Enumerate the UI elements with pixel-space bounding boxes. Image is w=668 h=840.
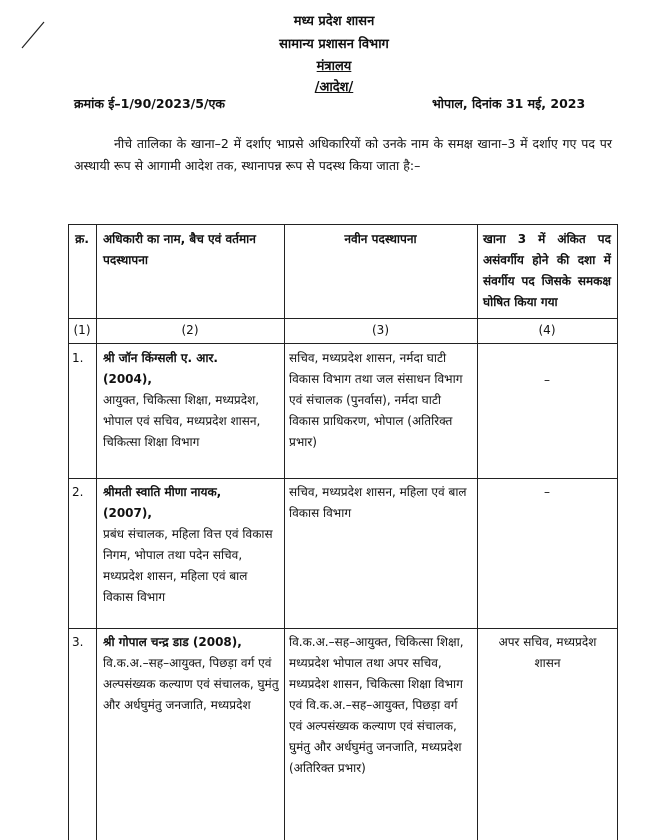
officer-name: श्री गोपाल चन्द्र डाड (2008), <box>103 635 242 649</box>
row-sr: 2. <box>72 485 84 499</box>
header-new-post: नवीन पदस्थापना <box>344 232 417 246</box>
new-posting: सचिव, मध्यप्रदेश शासन, महिला एवं बाल विकास विभाग <box>289 485 467 520</box>
govt-name: मध्य प्रदेश शासन <box>293 14 375 29</box>
equivalent-post: – <box>544 485 550 499</box>
col-number-3: (3) <box>372 323 389 337</box>
officer-batch: (2007), <box>103 506 152 520</box>
officer-cell <box>103 482 279 608</box>
office-name: मंत्रालय <box>316 59 352 74</box>
new-posting: वि.क.अ.–सह–आयुक्त, चिकित्सा शिक्षा, मध्यप्रदेश भोपाल तथा अपर सचिव, मध्यप्रदेश शासन, चिकित्सा शिक्षा विभाग एवं वि.क.अ.–सह–आयुक्त, पिछड़ा वर्ग एवं अल्पसंख्यक कल्याण एवं संचालक, घुमंतु और अर्धघुमंतु जनजाति, मध्यप्रदेश (अतिरिक्त प्रभार) <box>289 635 464 775</box>
current-posting: प्रबंध संचालक, महिला वित्त एवं विकास निगम, भोपाल तथा पदेन सचिव, मध्यप्रदेश शासन, महिला एवं बाल विकास विभाग <box>103 527 273 604</box>
header-sr: क्र. <box>75 232 89 246</box>
current-posting: आयुक्त, चिकित्सा शिक्षा, मध्यप्रदेश, भोपाल एवं सचिव, मध्यप्रदेश शासन, चिकित्सा शिक्षा विभाग <box>103 393 261 449</box>
place-date: भोपाल, दिनांक 31 मई, 2023 <box>432 96 586 111</box>
officer-cell <box>103 632 279 716</box>
equivalent-post: अपर सचिव, मध्यप्रदेश शासन <box>498 635 597 670</box>
officer-name: श्रीमती स्वाति मीणा नायक, <box>103 485 222 499</box>
row-sr: 1. <box>72 351 84 365</box>
header-officer: अधिकारी का नाम, बैच एवं वर्तमान पदस्थापना <box>103 232 256 267</box>
officer-batch: (2004), <box>103 372 152 386</box>
officer-cell <box>103 348 279 453</box>
current-posting: वि.क.अ.–सह–आयुक्त, पिछड़ा वर्ग एवं अल्पसंख्यक कल्याण एवं संचालक, घुमंतु और अर्धघुमंतु जनजाति, मध्यप्रदेश <box>103 656 279 712</box>
order-title: /आदेश/ <box>314 80 354 95</box>
intro-paragraph: नीचे तालिका के खाना–2 में दर्शाए भाप्रसे अधिकारियों को उनके नाम के समक्ष खाना–3 में दर्शाए गए पद पर अस्थायी रूप से आगामी आदेश तक, स्थानापन्न रूप से पदस्थ किया जाता है:– <box>74 136 612 173</box>
order-number: क्रमांक ई–1/90/2023/5/एक <box>74 96 226 111</box>
col-number-4: (4) <box>538 323 556 337</box>
officer-name: श्री जॉन किंग्सली ए. आर. <box>103 351 218 365</box>
new-posting: सचिव, मध्यप्रदेश शासन, नर्मदा घाटी विकास विभाग तथा जल संसाधन विभाग एवं संचालक (पुनर्वास), नर्मदा घाटी विकास प्राधिकरण, भोपाल (अतिरिक्त प्रभार) <box>289 351 463 449</box>
col-number-1: (1) <box>73 323 91 337</box>
header-equivalent: खाना 3 में अंकित पद असंवर्गीय होने की दशा में संवर्गीय पद जिसके समकक्ष घोषित किया गया <box>483 232 611 309</box>
row-sr: 3. <box>72 635 84 649</box>
equivalent-post: – <box>544 373 550 387</box>
department-name: सामान्य प्रशासन विभाग <box>279 37 389 52</box>
col-number-2: (2) <box>181 323 199 337</box>
